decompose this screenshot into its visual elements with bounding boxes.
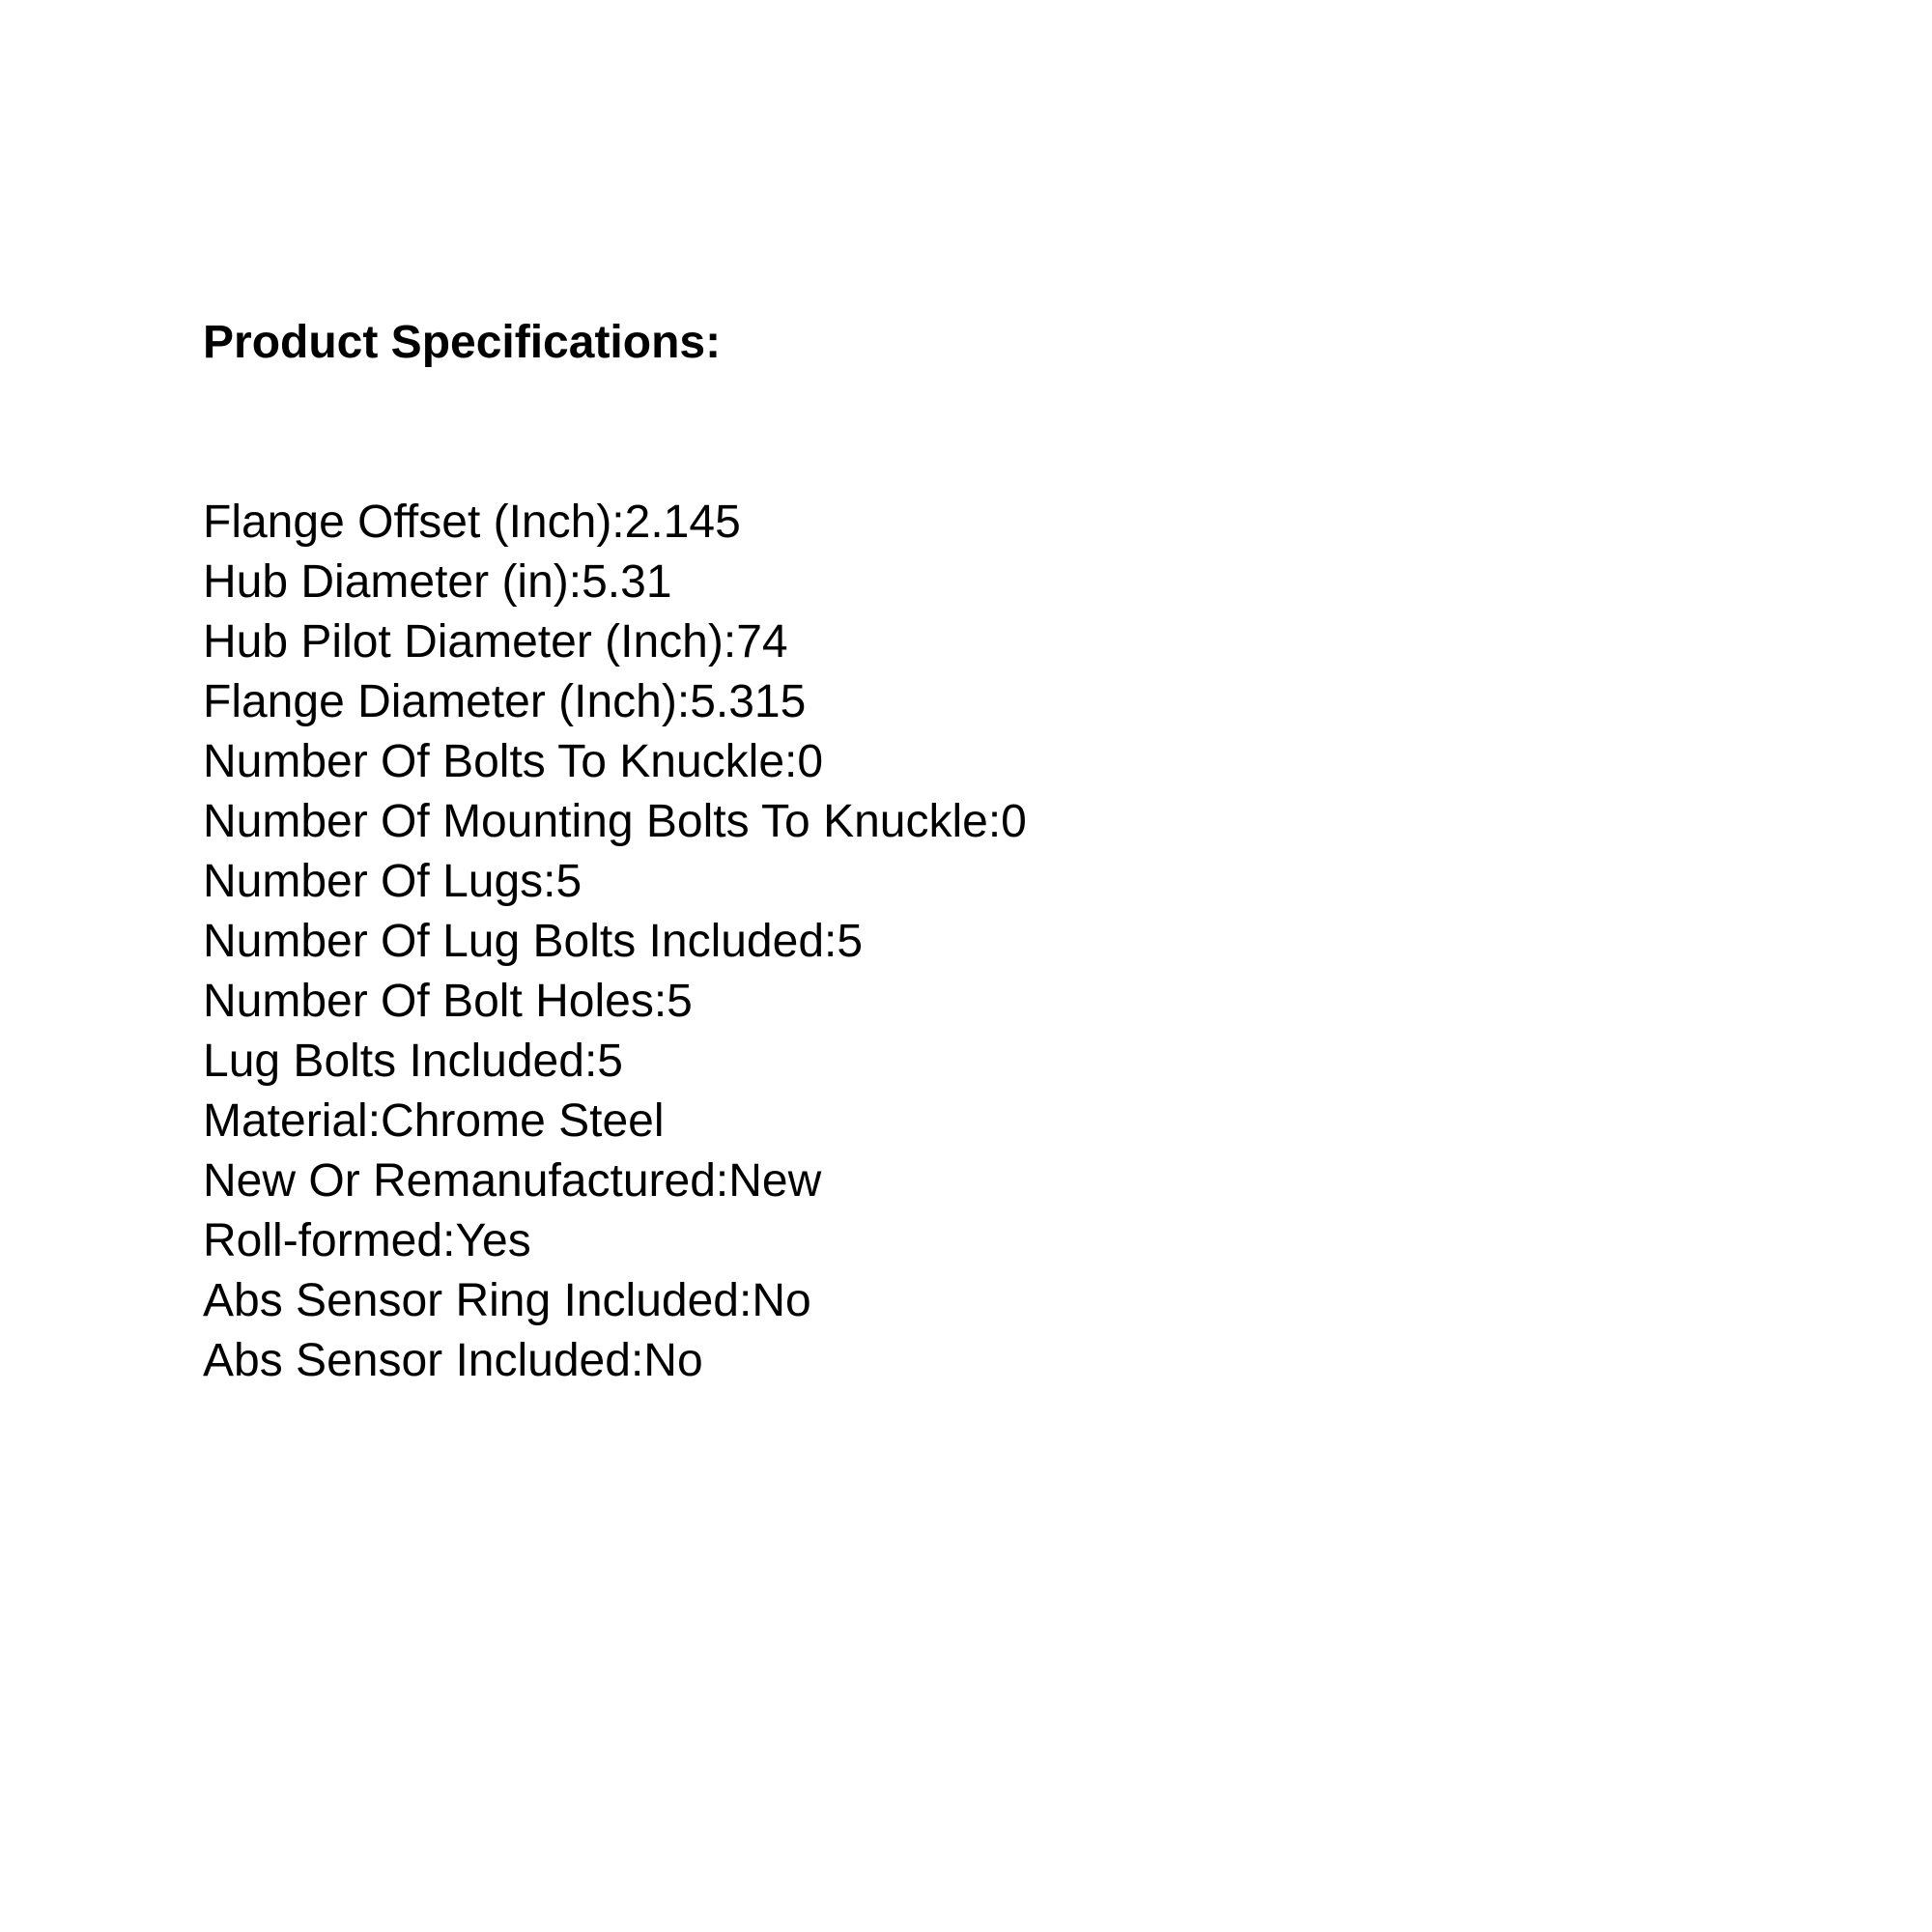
spec-line: Number Of Bolts To Knuckle:0 xyxy=(203,736,824,787)
spec-line: Number Of Bolt Holes:5 xyxy=(203,976,693,1027)
spec-line: Material:Chrome Steel xyxy=(203,1095,665,1147)
spec-line: Number Of Mounting Bolts To Knuckle:0 xyxy=(203,796,1027,847)
spec-line: Lug Bolts Included:5 xyxy=(203,1036,623,1087)
spec-line: Number Of Lug Bolts Included:5 xyxy=(203,916,864,967)
spec-line: Abs Sensor Included:No xyxy=(203,1335,703,1386)
spec-line: Hub Pilot Diameter (Inch):74 xyxy=(203,616,788,668)
spec-line: New Or Remanufactured:New xyxy=(203,1155,822,1207)
spec-line: Roll-formed:Yes xyxy=(203,1215,531,1266)
spec-line: Flange Offset (Inch):2.145 xyxy=(203,497,741,548)
spec-line: Number Of Lugs:5 xyxy=(203,856,582,907)
spec-line: Abs Sensor Ring Included:No xyxy=(203,1275,811,1326)
product-specifications-block xyxy=(203,193,1027,1451)
spec-line: Hub Diameter (in):5.31 xyxy=(203,556,672,608)
product-specifications-title: Product Specifications: xyxy=(203,317,722,368)
spec-lines-container xyxy=(203,493,1027,1391)
spec-line: Flange Diameter (Inch):5.315 xyxy=(203,676,807,727)
